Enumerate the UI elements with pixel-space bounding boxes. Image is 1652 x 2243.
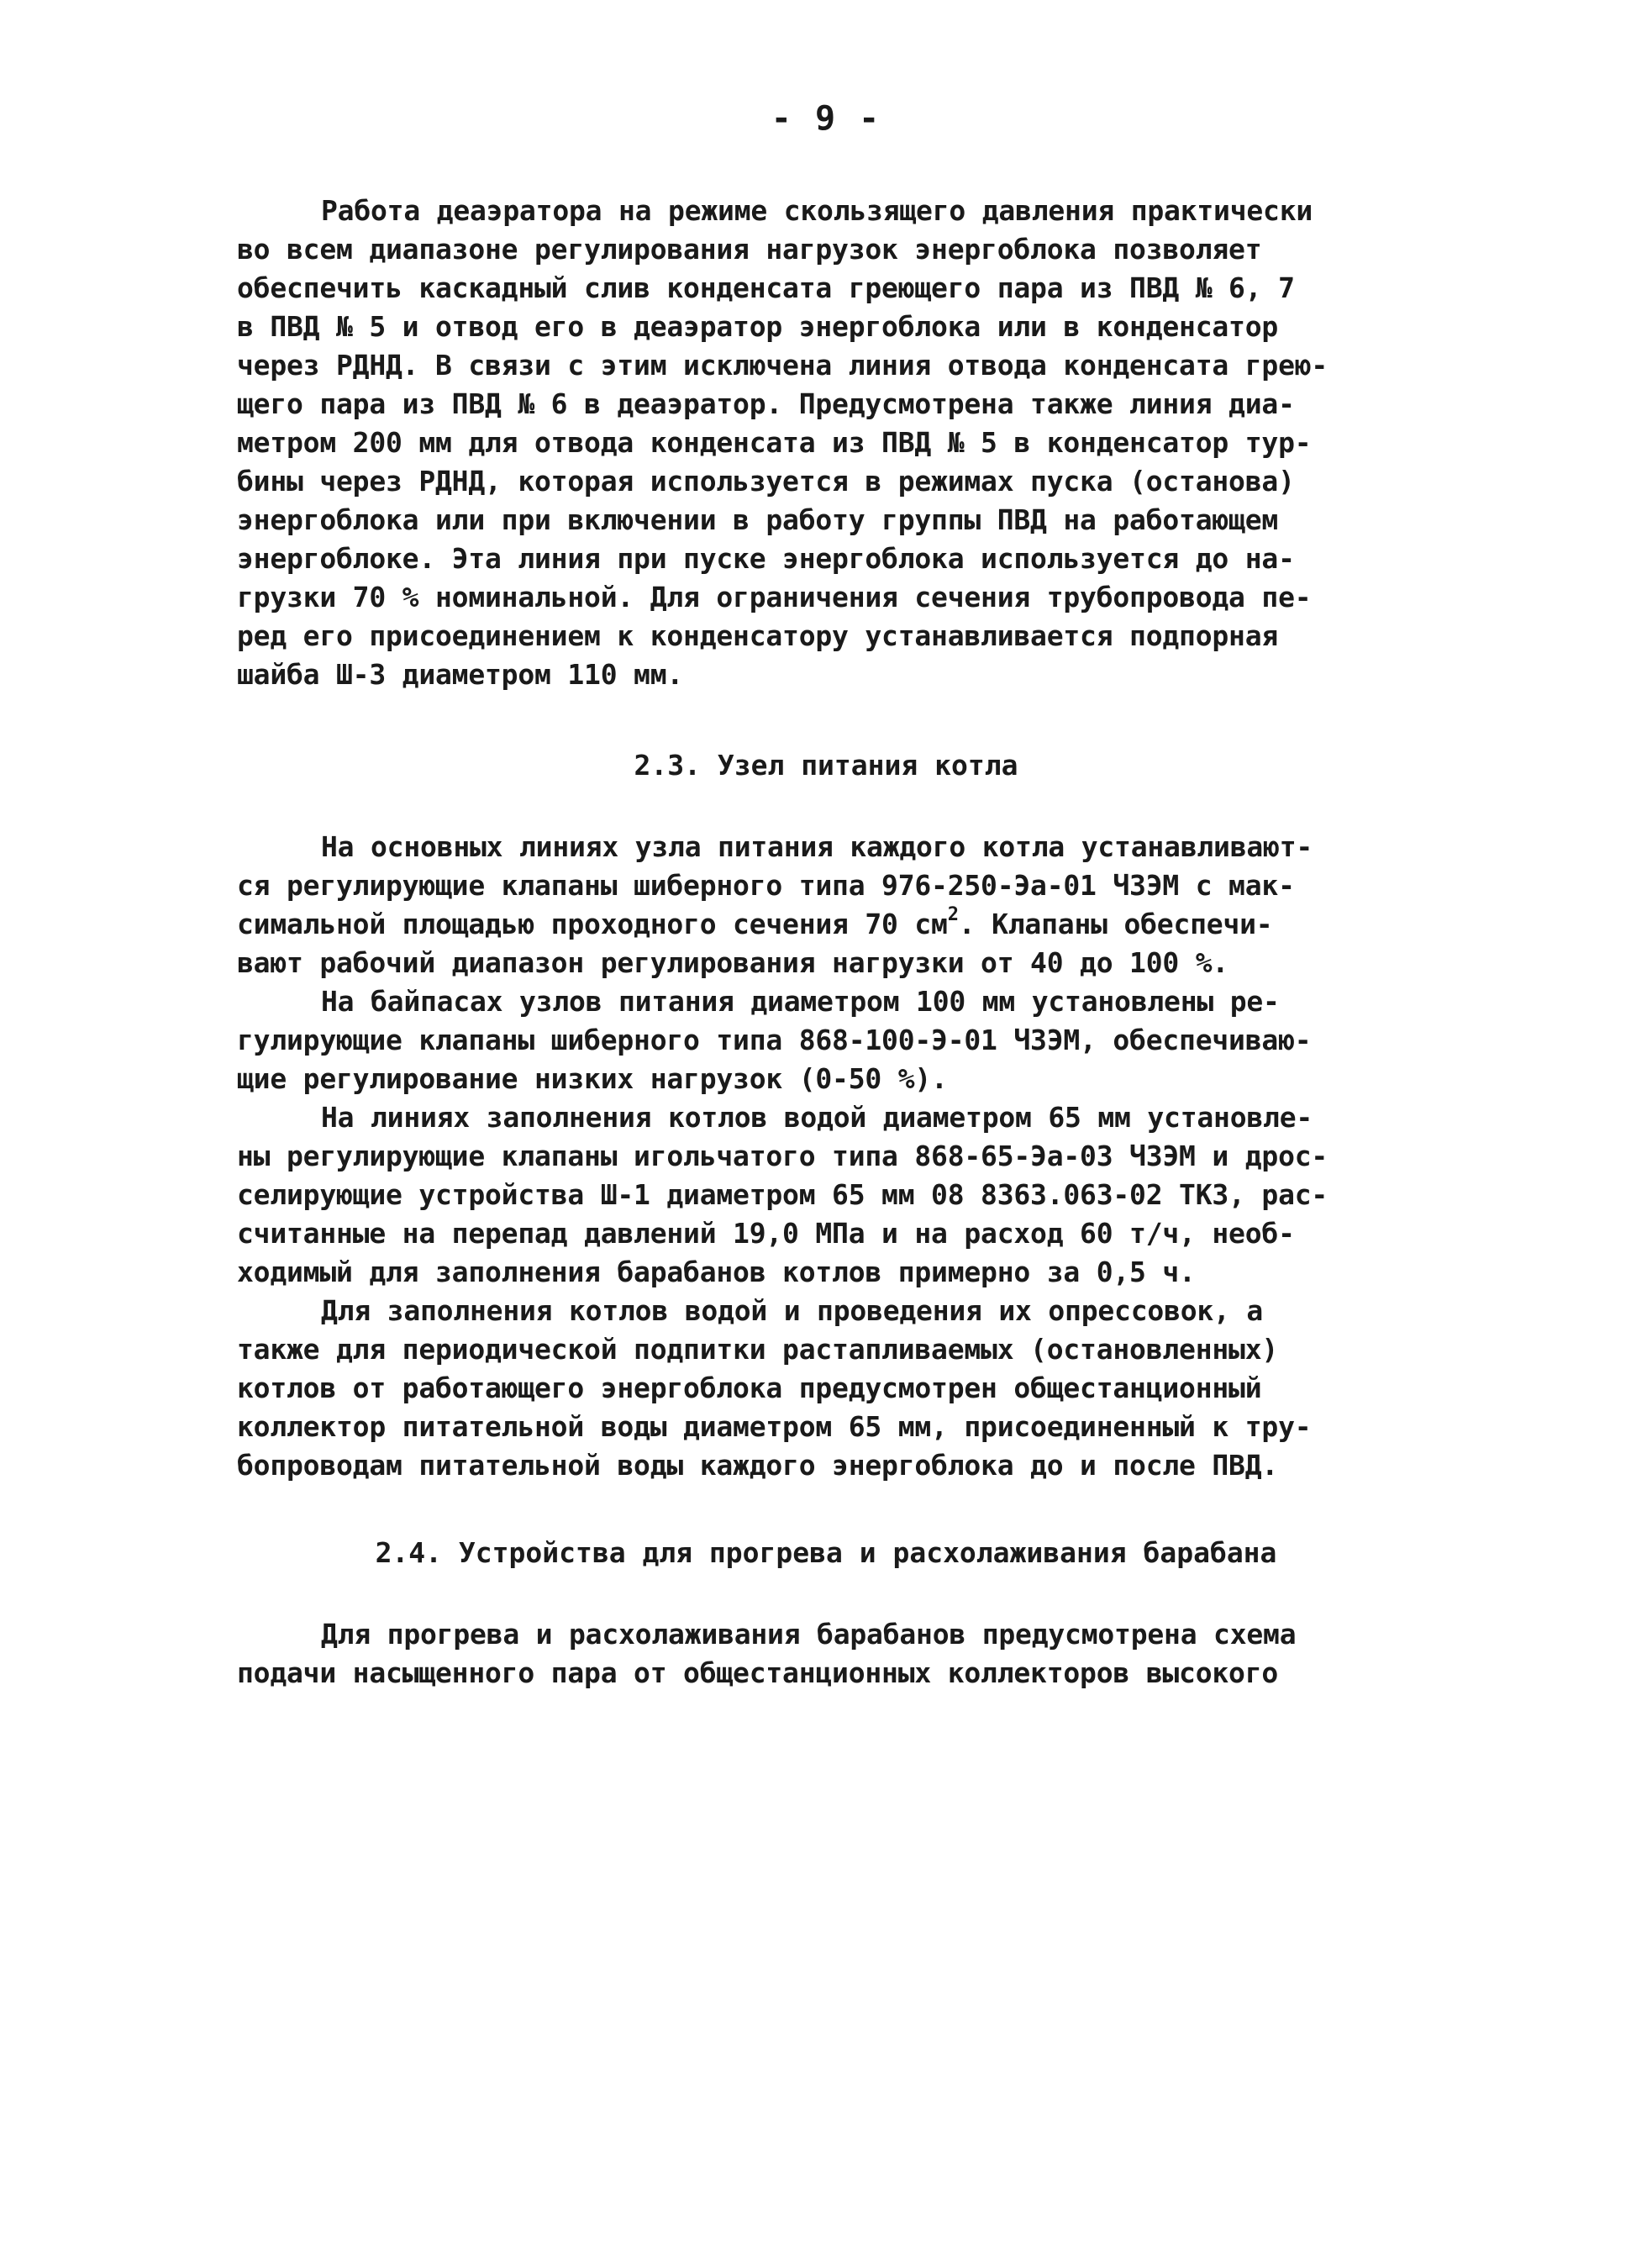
text-line: коллектор питательной воды диаметром 65 мм, присоединенный к тру- bbox=[237, 1410, 1312, 1443]
text-line: также для периодической подпитки растапливаемых (остановленных) bbox=[237, 1333, 1279, 1366]
text-line: энергоблоке. Эта линия при пуске энергоблока используется до на- bbox=[237, 542, 1295, 575]
text-line: Для прогрева и расхолаживания барабанов предусмотрена схема bbox=[321, 1618, 1297, 1651]
text-line: в ПВД № 5 и отвод его в деаэратор энергоблока или в конденсатор bbox=[237, 310, 1279, 343]
text-line bbox=[237, 905, 1296, 944]
text-line: вают рабочий диапазон регулирования нагрузки от 40 до 100 %. bbox=[237, 946, 1229, 979]
text-line: грузки 70 % номинальной. Для ограничения сечения трубопровода пе- bbox=[237, 581, 1312, 613]
text-line: ны регулирующие клапаны игольчатого типа 868-65-Эа-03 ЧЗЭМ и дрос- bbox=[237, 1140, 1328, 1172]
paragraph-6 bbox=[237, 1615, 1296, 1693]
text-line: ходимый для заполнения барабанов котлов примерно за 0,5 ч. bbox=[237, 1256, 1196, 1288]
text-line: бины через РДНД, которая используется в режимах пуска (останова) bbox=[237, 465, 1295, 498]
text-line: метром 200 мм для отвода конденсата из ПВД № 5 в конденсатор тур- bbox=[237, 426, 1312, 459]
text-line: На байпасах узлов питания диаметром 100 мм установлены ре- bbox=[321, 985, 1280, 1018]
text-line: во всем диапазоне регулирования нагрузок энергоблока позволяет bbox=[237, 233, 1262, 266]
text-line: подачи насыщенного пара от общестанционных коллекторов высокого bbox=[237, 1656, 1279, 1689]
text-line: ся регулирующие клапаны шиберного типа 976-250-Эа-01 ЧЗЭМ с мак- bbox=[237, 869, 1295, 902]
paragraph-5 bbox=[237, 1292, 1312, 1485]
text-line: шайба Ш-3 диаметром 110 мм. bbox=[237, 658, 684, 691]
text-line: ред его присоединением к конденсатору устанавливается подпорная bbox=[237, 619, 1279, 652]
text-line: считанные на перепад давлений 19,0 МПа и на расход 60 т/ч, необ- bbox=[237, 1217, 1295, 1250]
text-line: энергоблока или при включении в работу группы ПВД на работающем bbox=[237, 503, 1279, 536]
text-line: На основных линиях узла питания каждого котла устанавливают- bbox=[321, 830, 1313, 863]
text-line: котлов от работающего энергоблока предусмотрен общестанционный bbox=[237, 1372, 1262, 1404]
text-fragment: симальной площадью проходного сечения 70 см bbox=[237, 908, 948, 940]
superscript: 2 bbox=[947, 904, 959, 925]
paragraph-4 bbox=[237, 1098, 1328, 1292]
paragraph-2 bbox=[237, 828, 1313, 982]
paragraph-1 bbox=[237, 192, 1328, 694]
text-line: щие регулирование низких нагрузок (0-50 %). bbox=[237, 1062, 948, 1095]
text-line: щего пара из ПВД № 6 в деаэратор. Предусмотрена также линия диа- bbox=[237, 387, 1295, 420]
page-number: - 9 - bbox=[771, 99, 881, 138]
text-line: селирующие устройства Ш-1 диаметром 65 мм 08 8363.063-02 ТКЗ, рас- bbox=[237, 1178, 1328, 1211]
text-line: На линиях заполнения котлов водой диаметром 65 мм установле- bbox=[321, 1101, 1313, 1134]
text-line: бопроводам питательной воды каждого энергоблока до и после ПВД. bbox=[237, 1449, 1279, 1482]
paragraph-3 bbox=[237, 982, 1312, 1098]
text-fragment: . Клапаны обеспечи- bbox=[958, 908, 1273, 940]
text-line: обеспечить каскадный слив конденсата греющего пара из ПВД № 6, 7 bbox=[237, 271, 1295, 304]
section-heading-2-3: 2.3. Узел питания котла bbox=[634, 749, 1018, 782]
text-line: через РДНД. В связи с этим исключена линия отвода конденсата грею- bbox=[237, 349, 1328, 382]
text-line: Работа деаэратора на режиме скользящего давления практически bbox=[321, 194, 1313, 227]
text-line: гулирующие клапаны шиберного типа 868-100-Э-01 ЧЗЭМ, обеспечиваю- bbox=[237, 1024, 1312, 1056]
section-heading-2-4: 2.4. Устройства для прогрева и расхолаживания барабана bbox=[375, 1536, 1277, 1569]
text-line: Для заполнения котлов водой и проведения их опрессовок, а bbox=[321, 1294, 1264, 1327]
